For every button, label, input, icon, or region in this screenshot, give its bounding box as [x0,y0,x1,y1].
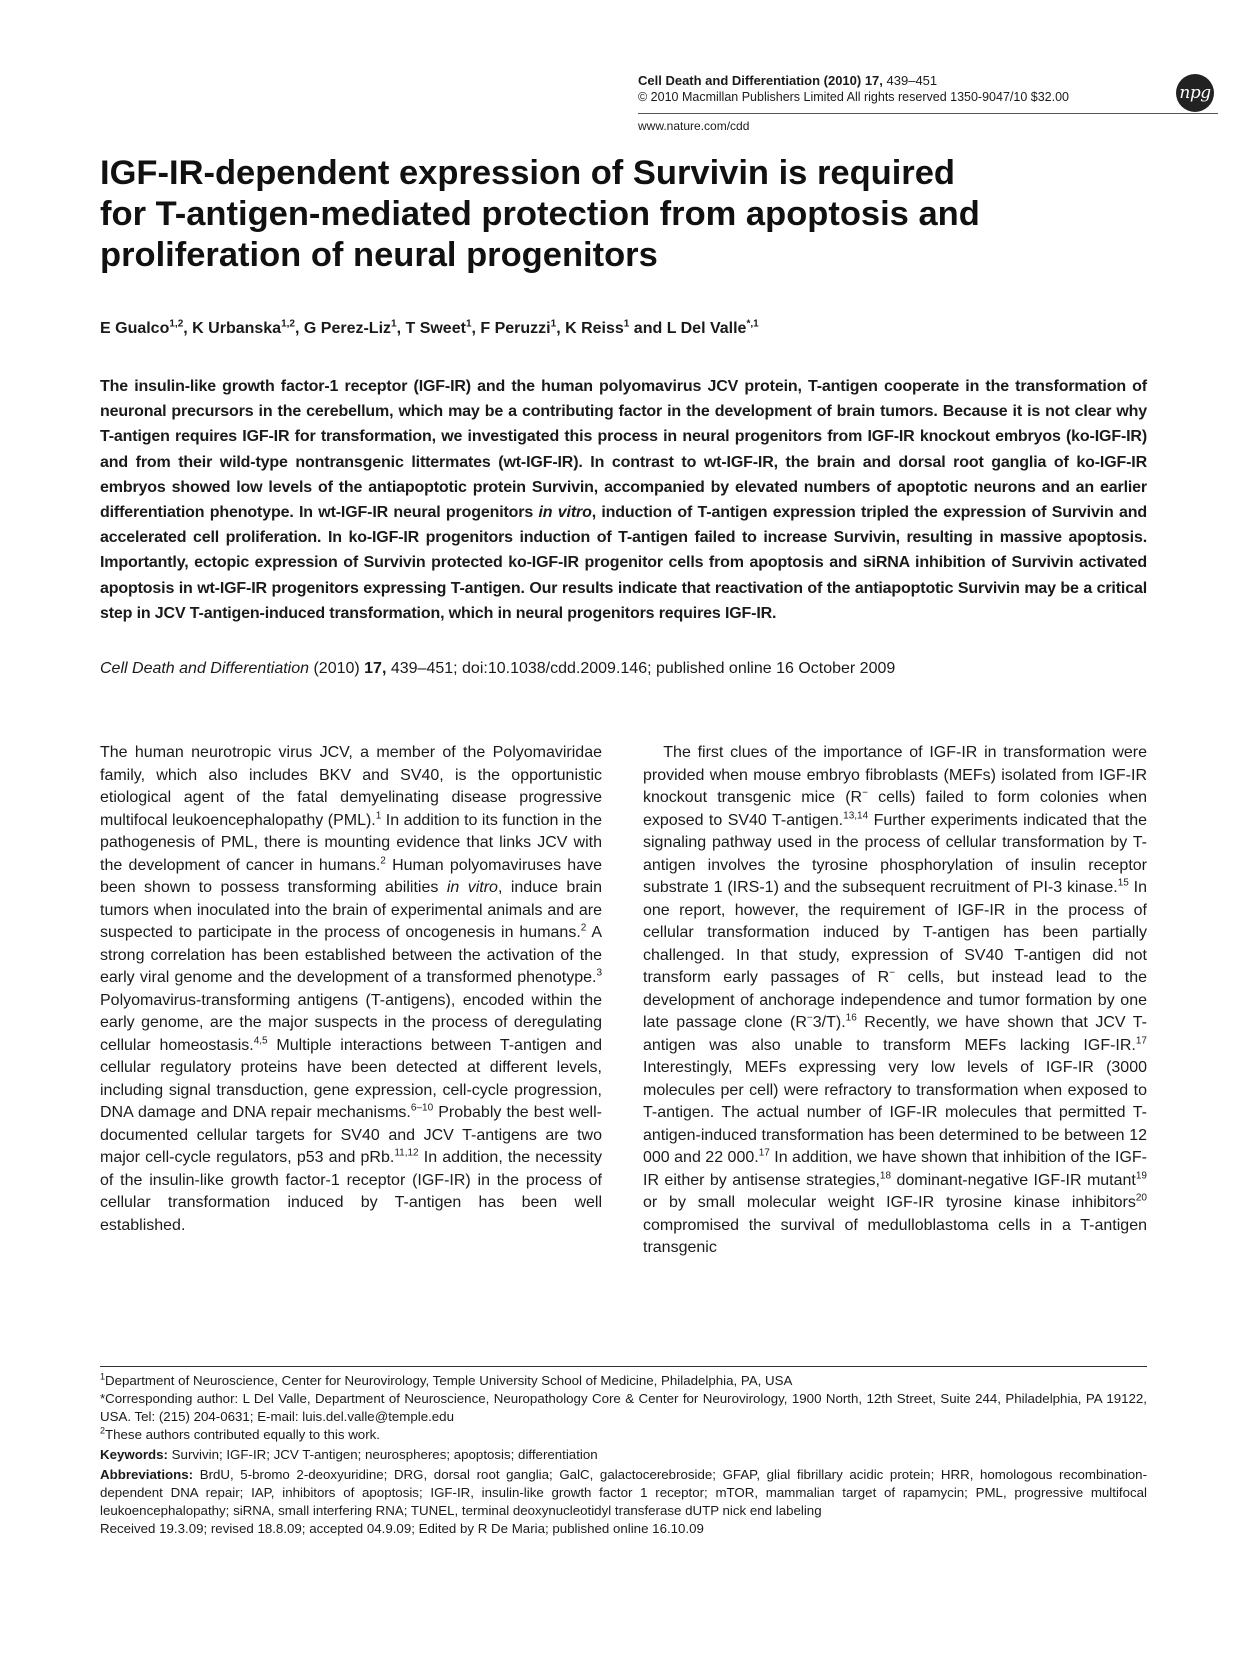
body-text: 3/T). [812,1014,846,1031]
body-text: In one report, however, the requirement of IGF-IR in the process of cellular transformation induced by T-antigen has been partially challenged. In that study, expression of SV40 T-antigen did not transform early passages of R [643,879,1147,986]
author-affiliation: 1,2 [169,318,184,330]
npg-logo: npg [1176,74,1214,112]
abbreviations [100,1466,1147,1520]
body-italic: in vitro [446,879,498,896]
reference-sup: 4,5 [253,1035,268,1047]
superscript: − [889,967,896,979]
reference-sup: 2 [380,855,386,867]
body-text: Recently, we have shown that JCV T-antigen was also unable to transform MEFs lacking IGF-IR. [643,1014,1147,1054]
citation-year: (2010) [309,660,365,677]
equal-contribution-footnote [100,1426,1147,1444]
body-text: In addition to its function in the pathogenesis of PML, there is mounting evidence that links JCV with the development of cancer in humans. [100,811,602,874]
body-column-left [100,742,602,1237]
reference-sup: 13,14 [843,810,869,822]
footnote-sup: 2 [100,1425,106,1436]
reference-sup: 17 [1135,1035,1147,1047]
body-text: Polyomavirus-transforming antigens (T-antigens), encoded within the early genome, are the major suspects in the process of deregulating cellular homeostasis. [100,991,602,1054]
body-text: In addition, we have shown that inhibition of the IGF-IR either by antisense strategies, [643,1149,1147,1189]
author-separator: , [556,320,566,337]
author: G Perez-Liz [303,320,392,337]
page-range: 439–451 [882,73,938,88]
title-line: proliferation of neural progenitors [100,236,658,274]
reference-sup: 17 [758,1147,770,1159]
keywords [100,1446,1147,1464]
reference-sup: 19 [1135,1170,1147,1182]
keywords-label: Keywords: [100,1447,168,1462]
author: L Del Valle [666,320,747,337]
reference-sup: 2 [580,922,587,934]
citation-doi: 439–451; doi:10.1038/cdd.2009.146; published online 16 October 2009 [386,660,896,677]
title-line: IGF-IR-dependent expression of Survivin is required [100,154,955,192]
author: K Urbanska [192,320,282,337]
author-separator: , [471,320,481,337]
body-text: compromised the survival of medulloblastoma cells in a T-antigen transgenic [643,1216,1147,1256]
body-text: Human polyomaviruses have been shown to possess transforming abilities [100,856,603,896]
copyright-line: © 2010 Macmillan Publishers Limited All rights reserved 1350-9047/10 $32.00 [638,90,1069,104]
citation-journal: Cell Death and Differentiation [100,660,310,677]
reference-sup: 11,12 [394,1147,419,1159]
abbreviations-text: BrdU, 5-bromo 2-deoxyuridine; DRG, dorsal root ganglia; GalC, galactocerebroside; GFAP, glial fibrillary acidic protein; HRR, homologous recombination-dependent DNA repair; IAP, inhibitors of apoptosis; IGF-IR, insulin-like growth factor 1 receptor; mTOR, mammalian target of rapamycin; PML, progressive multifocal leukoencephalopathy; siRNA, small interfering RNA; TUNEL, terminal deoxynucleotidyl transferase dUTP nick end labeling [100,1467,1147,1518]
journal-url[interactable]: www.nature.com/cdd [638,119,750,133]
reference-sup: 18 [879,1170,892,1182]
body-text: or by small molecular weight IGF-IR tyrosine kinase inhibitors [643,1194,1136,1211]
author-affiliation: 1 [465,318,472,330]
affiliation-footnote [100,1372,1147,1390]
body-text: A strong correlation has been established between the activation of the early viral genome and the development of a transformed phenotype. [100,924,602,986]
author-separator: , [183,320,193,337]
body-text: dominant-negative IGF-IR mutant [891,1171,1136,1189]
author-affiliation: 1,2 [281,318,295,330]
reference-sup: 15 [1117,877,1129,889]
author: T Sweet [405,320,466,337]
keywords-text: Survivin; IGF-IR; JCV T-antigen; neurospheres; apoptosis; differentiation [167,1447,598,1462]
citation-line [100,660,1147,678]
body-text: cells, but instead lead to the development of anchorage independence and tumor formation by one late passage clone (R [643,969,1148,1031]
abstract-text: The insulin-like growth factor-1 receptor (IGF-IR) and the human polyomavirus JCV protein, T-antigen cooperate in the transformation of neuronal precursors in the cerebellum, which may be a contributing factor in the development of brain tumors. Because it is not clear why T-antigen requires IGF-IR for transformation, we investigated this process in neural progenitors from IGF-IR knockout embryos (ko-IGF-IR) and from their wild-type nontransgenic littermates (wt-IGF-IR). In contrast to wt-IGF-IR, the brain and dorsal root ganglia of ko-IGF-IR embryos showed low levels of the antiapoptotic protein Survivin, accompanied by elevated numbers of apoptotic neurons and an earlier differentiation phenotype. In wt-IGF-IR neural progenitors [100,378,1147,522]
body-text: The human neurotropic virus JCV, a member of the Polyomaviridae family, which also includes BKV and SV40, is the opportunistic etiological agent of the fatal demyelinating disease progressive multifocal leukoencephalopathy (PML). [100,744,602,829]
author: F Peruzzi [480,320,551,337]
reference-sup: 20 [1135,1192,1147,1204]
equal-contribution-text: These authors contributed equally to this work. [105,1427,380,1442]
body-text: The first clues of the importance of IGF-IR in transformation were provided when mouse embryo fibroblasts (MEFs) isolated from IGF-IR knockout transgenic mice (R [643,744,1147,806]
header-divider [638,113,1218,114]
body-text: Probably the best well-documented cellular targets for SV40 and JCV T-antigens are two major cell-cycle regulators, p53 and pRb. [100,1104,602,1166]
received-dates: Received 19.3.09; revised 18.8.09; accepted 04.9.09; Edited by R De Maria; published online 16.10.09 [100,1521,704,1536]
author: E Gualco [100,320,170,337]
superscript: − [806,1012,813,1024]
journal-name: Cell Death and Differentiation (2010) 17, [638,73,883,88]
footnote-sup: 1 [100,1371,106,1382]
reference-sup: 16 [845,1012,857,1024]
body-text: Multiple interactions between T-antigen and cellular regulatory proteins have been detected at different levels, including signal transduction, gene expression, cell-cycle progression, DNA damage and DNA repair mechanisms. [100,1036,602,1121]
affiliation-text: Department of Neuroscience, Center for Neurovirology, Temple University School of Medicine, Philadelphia, PA, USA [105,1373,793,1388]
body-text: , induce brain tumors when inoculated into the brain of experimental animals and are suspected to participate in the process of oncogenesis in humans. [100,879,603,941]
author-affiliation: 1 [550,318,557,330]
superscript: − [862,787,868,799]
abstract-text: , induction of T-antigen expression tripled the expression of Survivin and accelerated cell proliferation. In ko-IGF-IR progenitors induction of T-antigen failed to increase Survivin, resulting in massive apoptosis. Importantly, ectopic expression of Survivin protected ko-IGF-IR progenitor cells from apoptosis and siRNA inhibition of Survivin activated apoptosis in wt-IGF-IR progenitors expressing T-antigen. Our results indicate that reactivation of the antiapoptotic Survivin may be a critical step in JCV T-antigen-induced transformation, which in neural progenitors requires IGF-IR. [100,504,1147,622]
article-title [100,153,1130,276]
title-line: for T-antigen-mediated protection from apoptosis and [100,195,980,233]
author: K Reiss [565,320,624,337]
author-separator: and [629,320,667,337]
reference-sup: 1 [375,810,382,822]
author-separator: , [396,320,406,337]
author-separator: , [294,320,304,337]
abstract-italic: in vitro [538,504,592,522]
abbreviations-label: Abbreviations: [100,1467,194,1482]
citation-volume: 17, [364,660,387,677]
footnote-divider [100,1366,1147,1367]
body-text: In addition, the necessity of the insulin-like growth factor-1 receptor (IGF-IR) in the process of cellular transformation induced by T-antigen has been well established. [100,1149,602,1234]
author-list [100,320,1130,338]
body-text: cells) failed to form colonies when exposed to SV40 T-antigen. [643,789,1147,829]
reference-sup: 6–10 [410,1102,434,1114]
body-column-right [643,742,1147,1260]
body-text: Interestingly, MEFs expressing very low levels of IGF-IR (3000 molecules per cell) were refractory to transformation when exposed to T-antigen. The actual number of IGF-IR molecules that permitted T-antigen-induced transformation has been determined to be between 12 000 and 22 000. [643,1059,1147,1166]
author-affiliation: 1 [391,318,397,330]
body-text: Further experiments indicated that the signaling pathway used in the process of cellular transformation by T-antigen involves the tyrosine phosphorylation of insulin receptor substrate 1 (IRS-1) and the subsequent recruitment of PI-3 kinase. [643,811,1148,896]
author-affiliation: 1 [623,318,630,330]
journal-header [638,72,1118,133]
reference-sup: 3 [596,967,602,979]
author-affiliation: *,1 [746,318,759,330]
abstract [100,374,1147,626]
corresponding-author-footnote: *Corresponding author: L Del Valle, Department of Neuroscience, Neuropathology Core & Center for Neurovirology, 1900 North, 12th Street, Suite 244, Philadelphia, PA 19122, USA. Tel: (215) 204-0631; E-mail: luis.del.valle@temple.edu [100,1391,1147,1424]
